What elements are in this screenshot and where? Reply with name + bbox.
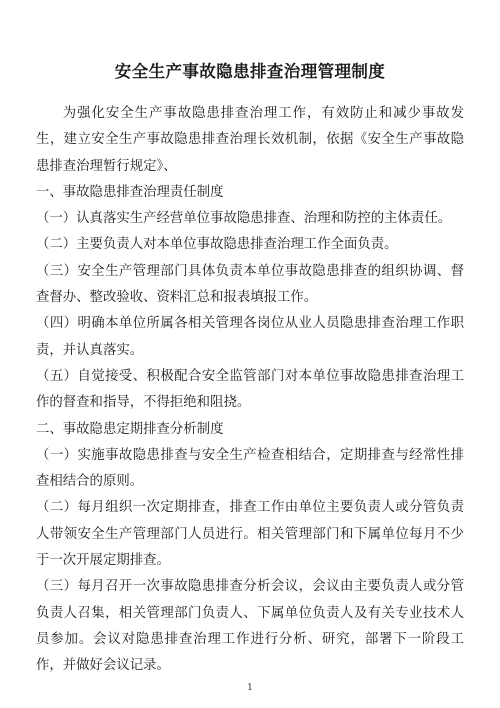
document-body	[36, 101, 464, 680]
section-2-item-2: （二）每月组织一次定期排查，排查工作由单位主要负责人或分管负责人带领安全生产管理部门人员进行。相关管理部门和下属单位每月不少于一次开展定期排查。	[36, 500, 464, 569]
section-1-item-4: （四）明确本单位所属各相关管理各岗位从业人员隐患排查治理工作职责，并认真落实。	[36, 316, 464, 358]
section-2-item-3: （三）每月召开一次事故隐患排查分析会议，会议由主要负责人或分管负责人召集，相关管理部门负责人、下属单位负责人及有关专业技术人员参加。会议对隐患排查治理工作进行分析、研究，部署下一阶段工作，并做好会议记录。	[36, 579, 464, 674]
page-number: 1	[247, 683, 253, 693]
section-2-item-1: （一）实施事故隐患排查与安全生产检查相结合，定期排查与经常性排查相结合的原则。	[36, 447, 464, 490]
section-heading-2: 二、事故隐患定期排查分析制度	[36, 421, 224, 437]
section-heading-1: 一、事故隐患排查治理责任制度	[36, 184, 224, 200]
section-1-item-2: （二）主要负责人对本单位事故隐患排查治理工作全面负责。	[36, 237, 398, 253]
intro-paragraph: 为强化安全生产事故隐患排查治理工作，有效防止和减少事故发生，建立安全生产事故隐患排查治理长效机制，依据《安全生产事故隐患排查治理暂行规定》、	[36, 106, 464, 174]
page-title: 安全生产事故隐患排查治理管理制度	[114, 62, 386, 81]
section-1-item-3: （三）安全生产管理部门具体负责本单位事故隐患排查的组织协调、督查督办、整改验收、资料汇总和报表填报工作。	[36, 263, 464, 306]
section-1-item-5: （五）自觉接受、积极配合安全监管部门对本单位事故隐患排查治理工作的督查和指导，不得拒绝和阻挠。	[36, 368, 464, 411]
section-1-item-1: （一）认真落实生产经营单位事故隐患排查、治理和防控的主体责任。	[36, 211, 452, 227]
